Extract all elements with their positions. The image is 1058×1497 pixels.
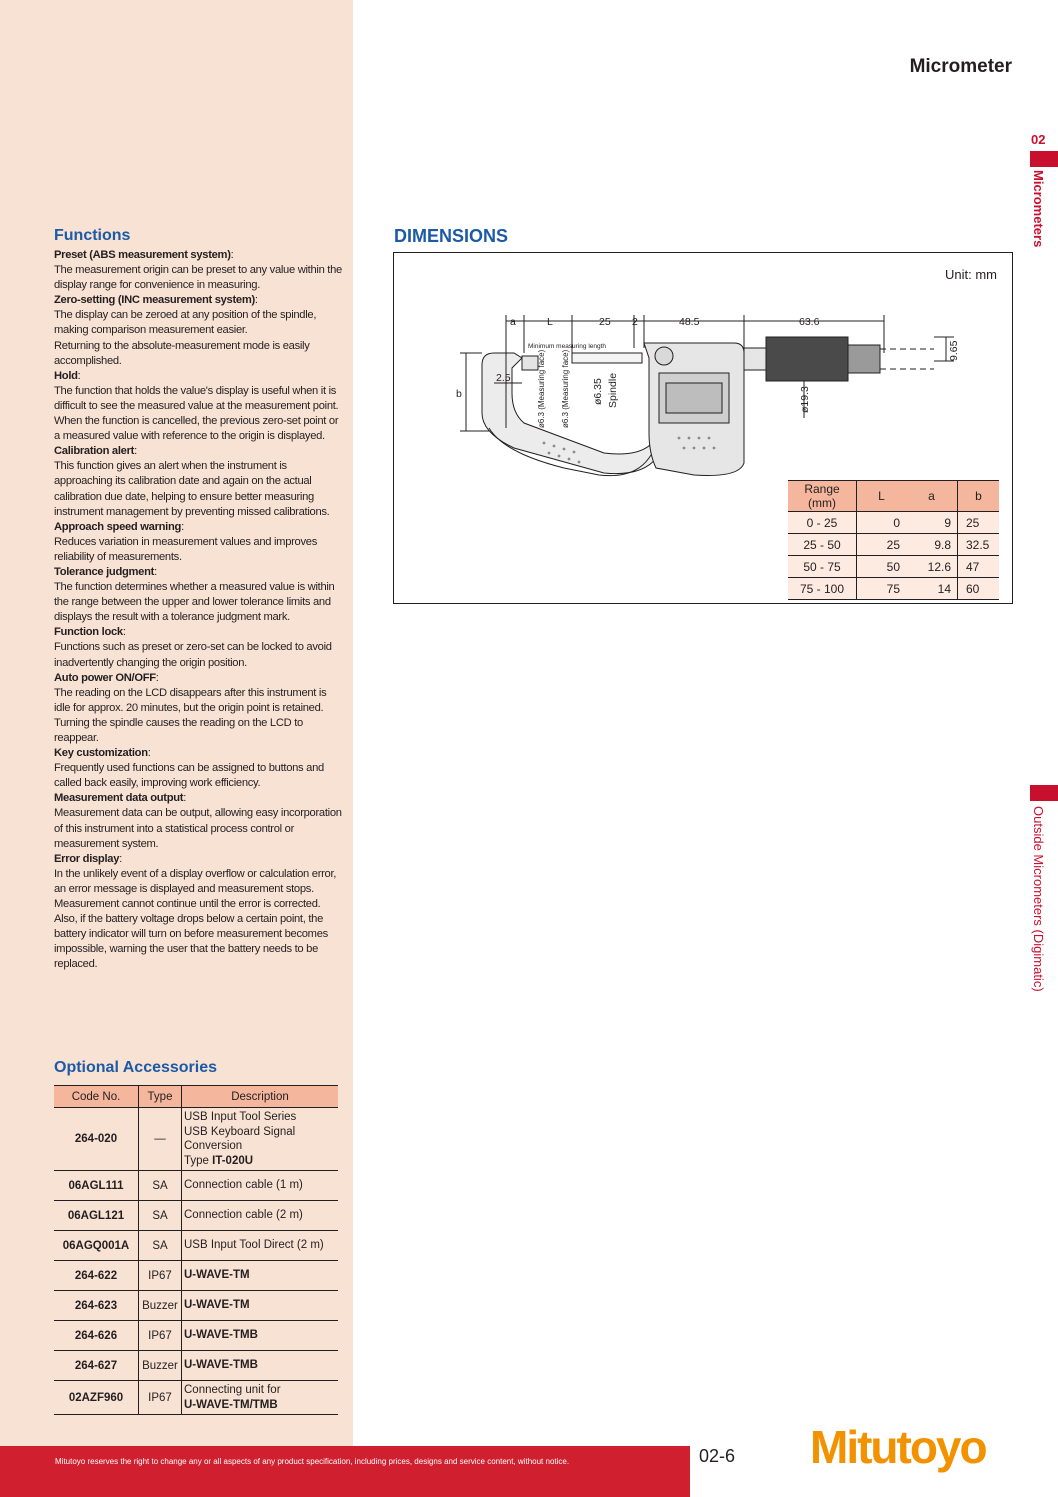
unit-label: Unit: mm [945, 267, 997, 282]
functions-list [54, 248, 342, 973]
a-cell: 9 [906, 512, 958, 534]
table-row [788, 512, 999, 534]
type-cell: Buzzer [139, 1291, 182, 1321]
description-cell [182, 1351, 339, 1381]
description-text: Type [184, 1154, 213, 1167]
code-cell: 06AGL121 [54, 1201, 139, 1231]
code-cell: 02AZF960 [54, 1381, 139, 1415]
table-row [788, 556, 999, 578]
function-title: Tolerance judgment: [54, 565, 157, 578]
description-line [184, 1154, 336, 1169]
dim-L: L [547, 316, 553, 328]
description-line [184, 1398, 336, 1413]
function-item [54, 444, 342, 519]
range-cell: 0 - 25 [788, 512, 857, 534]
function-description: Returning to the absolute-measurement mode is easily accomplished. [54, 339, 310, 367]
page-number: 02-6 [699, 1446, 736, 1466]
type-cell: Buzzer [139, 1351, 182, 1381]
description-line [184, 1208, 336, 1223]
type-cell: — [139, 1108, 182, 1171]
type-cell: SA [139, 1201, 182, 1231]
function-title: Hold: [54, 369, 81, 382]
range-cell: 75 - 100 [788, 578, 857, 600]
function-description: When the function is cancelled, the previous zero-set point or a measured value with reference to the origin is displayed. [54, 415, 339, 443]
dim-b: b [456, 388, 462, 400]
function-title-text: Hold [54, 369, 78, 382]
function-description: Measurement data can be output, allowing easy incorporation of this instrument into a statistical process control or measurement system. [54, 807, 342, 850]
function-description: In the unlikely event of a display overflow or calculation error, an error message is displayed and measurement stops. Measurement cannot continue until the error is corrected. [54, 867, 337, 911]
function-item [54, 248, 342, 293]
range-column-header: Range (mm) [788, 481, 857, 512]
footer-disclaimer: Mitutoyo reserves the right to change any or all aspects of any product specification, including prices, designs and service content, without notice. [55, 1457, 570, 1466]
a-cell: 14 [906, 578, 958, 600]
thimble-diameter-label: ø19.3 [799, 386, 811, 413]
description-bold-text: U-WAVE-TM/TMB [184, 1398, 278, 1411]
function-item [54, 293, 342, 368]
description-line [184, 1358, 336, 1373]
table-row [54, 1261, 338, 1291]
L-cell: 25 [857, 534, 907, 556]
L-cell: 50 [857, 556, 907, 578]
description-cell [182, 1171, 339, 1201]
function-item [54, 671, 342, 746]
footer-bar [0, 1446, 690, 1497]
dim-2: 2 [632, 316, 638, 328]
function-title-text: Measurement data output [54, 792, 184, 805]
description-cell [182, 1108, 339, 1171]
table-row [54, 1291, 338, 1321]
description-line [184, 1268, 336, 1283]
code-cell: 264-622 [54, 1261, 139, 1291]
b-cell: 60 [958, 578, 1000, 600]
description-line [184, 1328, 336, 1343]
function-title-text: Calibration alert [54, 445, 135, 458]
column-header-description: Description [182, 1086, 339, 1108]
spindle-label: Spindle [607, 372, 619, 408]
dim-2-5: 2.5 [496, 372, 511, 384]
description-bold-text: U-WAVE-TM [184, 1269, 250, 1282]
description-line: USB Input Tool Series [184, 1111, 297, 1123]
function-description: The function determines whether a measured value is within the range between the upper and lower tolerance limits and displays the result with a tolerance judgment mark. [54, 581, 335, 624]
function-description: Functions such as preset or zero-set can be locked to avoid inadvertently changing the origin position. [54, 641, 332, 669]
chapter-number: 02 [1031, 132, 1046, 147]
code-cell: 264-627 [54, 1351, 139, 1381]
table-row [54, 1171, 338, 1201]
dim-25: 25 [599, 316, 611, 328]
function-title: Approach speed warning: [54, 520, 184, 533]
function-description: Frequently used functions can be assigned to buttons and called back easily, improving work efficiency. [54, 762, 324, 790]
L-cell: 75 [857, 578, 907, 600]
function-item [54, 625, 342, 670]
function-item [54, 791, 342, 851]
description-cell [182, 1261, 339, 1291]
function-description: Reduces variation in measurement values and improves reliability of measurements. [54, 535, 317, 563]
function-item [54, 369, 342, 444]
function-item [54, 852, 342, 973]
table-row [54, 1201, 338, 1231]
dimensions-panel [393, 252, 1013, 604]
b-cell: 32.5 [958, 534, 1000, 556]
function-title: Auto power ON/OFF: [54, 671, 159, 684]
description-cell [182, 1201, 339, 1231]
type-cell: IP67 [139, 1261, 182, 1291]
function-title: Zero-setting (INC measurement system): [54, 294, 258, 307]
description-line: Connecting unit for [184, 1384, 281, 1396]
table-row [54, 1108, 338, 1171]
description-cell [182, 1231, 339, 1261]
table-row [54, 1351, 338, 1381]
code-cell: 264-626 [54, 1321, 139, 1351]
description-bold-text: IT-020U [212, 1154, 254, 1167]
table-row [54, 1381, 338, 1415]
description-bold-text: U-WAVE-TMB [184, 1359, 258, 1372]
code-cell: 264-623 [54, 1291, 139, 1321]
table-row [788, 534, 999, 556]
dim-a: a [510, 316, 516, 328]
description-line [184, 1238, 336, 1253]
function-description: Also, if the battery voltage drops below a certain point, the battery indicator will turn on before measurement becomes impossible, warning the user that the battery needs to be replaced. [54, 913, 328, 971]
description-text: Connection cable (1 m) [184, 1179, 303, 1192]
function-title-text: Preset (ABS measurement system) [54, 249, 231, 261]
chapter-tab-marker [1030, 151, 1058, 167]
code-cell: 06AGQ001A [54, 1231, 139, 1261]
accessories-table [54, 1085, 338, 1415]
range-table [788, 480, 999, 600]
table-row [54, 1321, 338, 1351]
description-text: USB Input Tool Direct (2 m) [184, 1239, 324, 1252]
function-title-text: Error display [54, 852, 120, 865]
column-header-code: Code No. [54, 1086, 139, 1108]
function-description: The measurement origin can be preset to any value within the display range for convenience in measuring. [54, 264, 342, 292]
function-title: Function lock: [54, 626, 126, 639]
type-cell: IP67 [139, 1321, 182, 1351]
table-row [54, 1231, 338, 1261]
column-header-type: Type [139, 1086, 182, 1108]
range-cell: 50 - 75 [788, 556, 857, 578]
a-column-header: a [906, 481, 958, 512]
description-cell [182, 1381, 339, 1415]
chapter-label: Micrometers [1031, 170, 1046, 248]
section-label: Outside Micrometers (Digimatic) [1031, 806, 1046, 992]
range-cell: 25 - 50 [788, 534, 857, 556]
function-item [54, 565, 342, 625]
description-bold-text: U-WAVE-TM [184, 1299, 250, 1312]
mitutoyo-logo: Mitutoyo [810, 1421, 986, 1473]
description-bold-text: U-WAVE-TMB [184, 1329, 258, 1342]
min-length-label: Minimum measuring length [528, 343, 607, 350]
measuring-face-label-2: ø6.3 (Measuring face) [561, 349, 570, 428]
dim-63-6: 63.6 [799, 316, 820, 328]
description-line: USB Keyboard Signal Conversion [184, 1125, 296, 1152]
a-cell: 12.6 [906, 556, 958, 578]
function-item [54, 746, 342, 791]
function-description: The function that holds the value's display is useful when it is difficult to see the measured value at the measurement point. [54, 384, 339, 412]
function-title-text: Key customization [54, 747, 148, 760]
function-title-text: Function lock [54, 626, 123, 639]
dim-48-5: 48.5 [679, 316, 700, 328]
dimensions-heading: DIMENSIONS [394, 226, 509, 246]
function-title-text: Auto power ON/OFF [54, 671, 156, 684]
description-line [184, 1178, 336, 1193]
b-cell: 25 [958, 512, 1000, 534]
type-cell: SA [139, 1171, 182, 1201]
type-cell: SA [139, 1231, 182, 1261]
b-column-header: b [958, 481, 1000, 512]
accessories-heading: Optional Accessories [54, 1059, 218, 1076]
function-title: Calibration alert: [54, 445, 137, 458]
table-row [788, 578, 999, 600]
L-cell: 0 [857, 512, 907, 534]
function-title-text: Tolerance judgment [54, 565, 155, 578]
ratchet-dim-label: 9.65 [948, 340, 960, 361]
function-title: Key customization: [54, 747, 151, 760]
section-tab-marker [1030, 785, 1058, 801]
description-text: Connection cable (2 m) [184, 1209, 303, 1222]
L-column-header: L [857, 481, 907, 512]
function-title: Preset (ABS measurement system): [54, 249, 234, 261]
function-description: The display can be zeroed at any position of the spindle, making comparison measurement easier. [54, 309, 317, 337]
function-title: Error display: [54, 852, 122, 865]
measuring-face-label-1: ø6.3 (Measuring face) [537, 349, 546, 428]
description-cell [182, 1291, 339, 1321]
function-title-text: Zero-setting (INC measurement system) [54, 294, 255, 307]
b-cell: 47 [958, 556, 1000, 578]
page-title: Micrometer [909, 56, 1012, 77]
spindle-diameter-label: ø6.35 [592, 378, 604, 405]
code-cell: 06AGL111 [54, 1171, 139, 1201]
description-cell [182, 1321, 339, 1351]
function-description: This function gives an alert when the instrument is approaching its calibration date and again on the actual calibration due date, helping to ensure better measuring instrument management by preventing missed calibrations. [54, 460, 330, 518]
code-cell: 264-020 [54, 1108, 139, 1171]
function-description: The reading on the LCD disappears after this instrument is idle for approx. 20 minutes, but the origin point is retained. Turning the spindle causes the reading on the LCD to reappear. [54, 686, 327, 744]
type-cell: IP67 [139, 1381, 182, 1415]
description-line [184, 1298, 336, 1313]
function-item [54, 520, 342, 565]
functions-heading: Functions [54, 227, 131, 244]
function-title-text: Approach speed warning [54, 520, 182, 533]
function-title: Measurement data output: [54, 792, 187, 805]
a-cell: 9.8 [906, 534, 958, 556]
